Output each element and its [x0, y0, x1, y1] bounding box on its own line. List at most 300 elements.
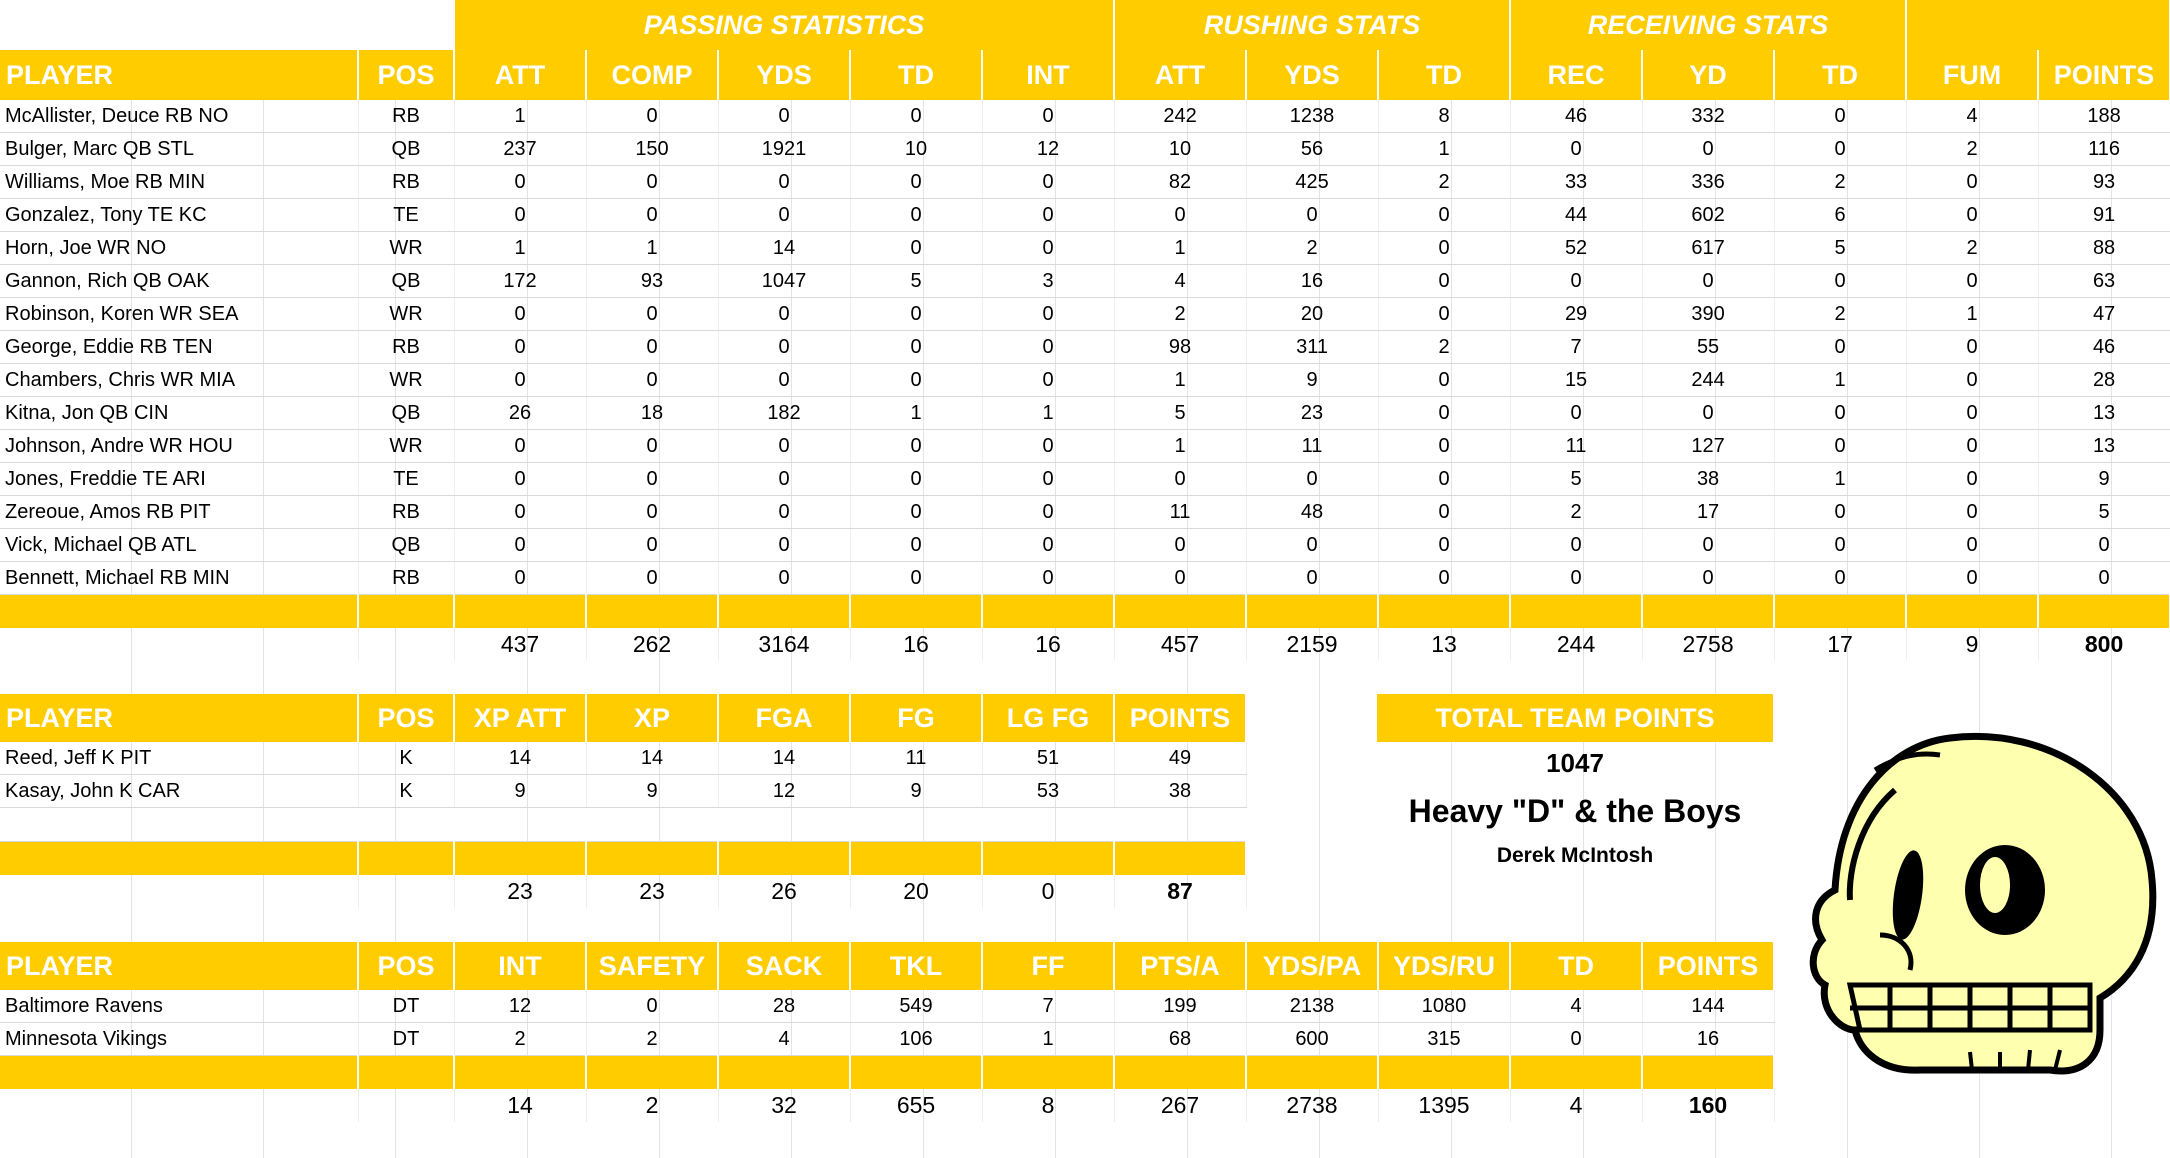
- stat-cell[interactable]: 1: [1378, 133, 1510, 166]
- stat-cell[interactable]: 2: [1114, 298, 1246, 331]
- stat-cell[interactable]: 55: [1642, 331, 1774, 364]
- stat-cell[interactable]: RB: [358, 562, 454, 595]
- stat-cell[interactable]: WR: [358, 430, 454, 463]
- stat-cell[interactable]: 9: [454, 775, 586, 808]
- stat-cell[interactable]: 1080: [1378, 990, 1510, 1023]
- stat-cell[interactable]: 0: [586, 100, 718, 133]
- stat-cell[interactable]: 0: [1774, 265, 1906, 298]
- stat-cell[interactable]: 13: [2038, 430, 2170, 463]
- stat-cell[interactable]: 0: [454, 529, 586, 562]
- stat-cell[interactable]: 0: [850, 529, 982, 562]
- stat-cell[interactable]: WR: [358, 232, 454, 265]
- stat-cell[interactable]: 0: [1906, 463, 2038, 496]
- stat-cell[interactable]: 0: [1906, 331, 2038, 364]
- player-name-cell[interactable]: Chambers, Chris WR MIA: [0, 364, 358, 397]
- defense-header-td: TD: [1510, 942, 1642, 990]
- stat-cell[interactable]: 0: [1114, 562, 1246, 595]
- stat-cell[interactable]: 13: [2038, 397, 2170, 430]
- stat-cell[interactable]: 0: [454, 199, 586, 232]
- stat-cell[interactable]: RB: [358, 331, 454, 364]
- stat-cell[interactable]: 17: [1642, 496, 1774, 529]
- stat-cell[interactable]: 38: [1114, 775, 1246, 808]
- stat-cell[interactable]: 0: [586, 463, 718, 496]
- stat-cell[interactable]: 0: [1378, 232, 1510, 265]
- stat-cell[interactable]: 14: [586, 742, 718, 775]
- empty-cell[interactable]: [1114, 808, 1246, 842]
- stat-cell[interactable]: QB: [358, 133, 454, 166]
- stat-cell[interactable]: 0: [1774, 100, 1906, 133]
- stat-cell[interactable]: 1: [1906, 298, 2038, 331]
- stat-cell[interactable]: 0: [1114, 199, 1246, 232]
- stat-cell[interactable]: 0: [1378, 463, 1510, 496]
- stat-cell[interactable]: 0: [718, 430, 850, 463]
- stat-cell[interactable]: 0: [454, 430, 586, 463]
- player-name-cell[interactable]: Robinson, Koren WR SEA: [0, 298, 358, 331]
- total-cell: 16: [982, 628, 1114, 661]
- stat-cell[interactable]: 5: [1114, 397, 1246, 430]
- stat-cell[interactable]: 0: [1510, 562, 1642, 595]
- stat-cell[interactable]: 0: [982, 232, 1114, 265]
- empty-cell[interactable]: [454, 808, 586, 842]
- stat-cell[interactable]: 2: [1378, 166, 1510, 199]
- player-name-cell[interactable]: Gannon, Rich QB OAK: [0, 265, 358, 298]
- stat-cell[interactable]: 144: [1642, 990, 1774, 1023]
- stat-cell[interactable]: 0: [1378, 199, 1510, 232]
- stat-cell[interactable]: 88: [2038, 232, 2170, 265]
- stat-cell[interactable]: 16: [1642, 1023, 1774, 1056]
- stat-cell[interactable]: 52: [1510, 232, 1642, 265]
- stat-cell[interactable]: 47: [2038, 298, 2170, 331]
- stat-cell[interactable]: 0: [1378, 496, 1510, 529]
- stat-cell[interactable]: 0: [982, 463, 1114, 496]
- stat-cell[interactable]: 1: [1114, 364, 1246, 397]
- stat-cell[interactable]: 127: [1642, 430, 1774, 463]
- stat-cell[interactable]: 5: [1510, 463, 1642, 496]
- stat-cell[interactable]: 0: [1378, 298, 1510, 331]
- stat-cell[interactable]: QB: [358, 529, 454, 562]
- stat-cell[interactable]: 1: [454, 100, 586, 133]
- offense-header-player: PLAYER: [0, 50, 358, 100]
- stat-cell[interactable]: 15: [1510, 364, 1642, 397]
- stat-cell[interactable]: 0: [586, 562, 718, 595]
- stat-cell[interactable]: RB: [358, 100, 454, 133]
- total-cell: [0, 628, 358, 661]
- stat-cell[interactable]: 0: [1378, 562, 1510, 595]
- stat-cell[interactable]: 5: [1774, 232, 1906, 265]
- stat-cell[interactable]: 6: [1774, 199, 1906, 232]
- stat-cell[interactable]: 242: [1114, 100, 1246, 133]
- stat-cell[interactable]: 1047: [718, 265, 850, 298]
- stat-cell[interactable]: RB: [358, 496, 454, 529]
- stat-cell[interactable]: 56: [1246, 133, 1378, 166]
- stat-cell[interactable]: 0: [586, 430, 718, 463]
- stat-cell[interactable]: TE: [358, 463, 454, 496]
- stat-cell[interactable]: 9: [1246, 364, 1378, 397]
- stat-cell[interactable]: 33: [1510, 166, 1642, 199]
- stat-cell[interactable]: 0: [982, 562, 1114, 595]
- stat-cell[interactable]: 49: [1114, 742, 1246, 775]
- stat-cell[interactable]: 38: [1642, 463, 1774, 496]
- stat-cell[interactable]: 14: [718, 742, 850, 775]
- stat-cell[interactable]: 1: [850, 397, 982, 430]
- table-row: [0, 397, 2170, 430]
- stat-cell[interactable]: 7: [982, 990, 1114, 1023]
- stat-cell[interactable]: 332: [1642, 100, 1774, 133]
- stat-cell[interactable]: 0: [1510, 397, 1642, 430]
- stat-cell[interactable]: 0: [586, 199, 718, 232]
- stat-cell[interactable]: K: [358, 742, 454, 775]
- stat-cell[interactable]: 12: [454, 990, 586, 1023]
- stat-cell[interactable]: 0: [454, 496, 586, 529]
- player-name-cell[interactable]: McAllister, Deuce RB NO: [0, 100, 358, 133]
- stat-cell[interactable]: 0: [454, 364, 586, 397]
- stat-cell[interactable]: 0: [1510, 529, 1642, 562]
- stat-cell[interactable]: 0: [850, 232, 982, 265]
- total-team-points-panel: [1377, 694, 1773, 868]
- stat-cell[interactable]: 0: [1378, 265, 1510, 298]
- stat-cell[interactable]: 0: [1774, 133, 1906, 166]
- empty-cell[interactable]: [718, 808, 850, 842]
- stat-cell[interactable]: 14: [454, 742, 586, 775]
- rushing-group-header: RUSHING STATS: [1114, 0, 1510, 50]
- player-name-cell[interactable]: Kitna, Jon QB CIN: [0, 397, 358, 430]
- highlight-bar-cell: [982, 1056, 1114, 1090]
- stat-cell[interactable]: 0: [586, 331, 718, 364]
- stat-cell[interactable]: 29: [1510, 298, 1642, 331]
- stat-cell[interactable]: 0: [454, 562, 586, 595]
- stat-cell[interactable]: 0: [454, 298, 586, 331]
- stat-cell[interactable]: 93: [2038, 166, 2170, 199]
- stat-cell[interactable]: 0: [1246, 199, 1378, 232]
- stat-cell[interactable]: 336: [1642, 166, 1774, 199]
- stat-cell[interactable]: 0: [850, 298, 982, 331]
- stat-cell[interactable]: 2: [1774, 166, 1906, 199]
- stat-cell[interactable]: 0: [1906, 364, 2038, 397]
- stat-cell[interactable]: 0: [982, 430, 1114, 463]
- stat-cell[interactable]: 2: [1774, 298, 1906, 331]
- stat-cell[interactable]: 0: [1378, 529, 1510, 562]
- stat-cell[interactable]: 9: [586, 775, 718, 808]
- stat-cell[interactable]: 51: [982, 742, 1114, 775]
- stat-cell[interactable]: 0: [586, 529, 718, 562]
- stat-cell[interactable]: QB: [358, 397, 454, 430]
- empty-cell[interactable]: [0, 808, 358, 842]
- stat-cell[interactable]: 46: [1510, 100, 1642, 133]
- player-name-cell[interactable]: Gonzalez, Tony TE KC: [0, 199, 358, 232]
- stat-cell[interactable]: 0: [982, 100, 1114, 133]
- player-name-cell[interactable]: Jones, Freddie TE ARI: [0, 463, 358, 496]
- player-name-cell[interactable]: Vick, Michael QB ATL: [0, 529, 358, 562]
- total-cell: 1395: [1378, 1089, 1510, 1122]
- stat-cell[interactable]: 44: [1510, 199, 1642, 232]
- stat-cell[interactable]: 93: [586, 265, 718, 298]
- stat-cell[interactable]: 0: [1774, 397, 1906, 430]
- stat-cell[interactable]: 0: [1642, 133, 1774, 166]
- table-row: [0, 496, 2170, 529]
- stat-cell[interactable]: 0: [1906, 496, 2038, 529]
- stat-cell[interactable]: 244: [1642, 364, 1774, 397]
- stat-cell[interactable]: 237: [454, 133, 586, 166]
- stat-cell[interactable]: 0: [1906, 562, 2038, 595]
- highlight-bar-cell: [454, 1056, 586, 1090]
- highlight-bar-cell: [982, 595, 1114, 629]
- stat-cell[interactable]: 0: [1906, 397, 2038, 430]
- stat-cell[interactable]: 0: [718, 562, 850, 595]
- player-name-cell[interactable]: Baltimore Ravens: [0, 990, 358, 1023]
- stat-cell[interactable]: 617: [1642, 232, 1774, 265]
- stat-cell[interactable]: 53: [982, 775, 1114, 808]
- stat-cell[interactable]: 0: [1510, 1023, 1642, 1056]
- stat-cell[interactable]: 188: [2038, 100, 2170, 133]
- kickers-header-xp: XP: [586, 694, 718, 742]
- stat-cell[interactable]: 1238: [1246, 100, 1378, 133]
- player-name-cell[interactable]: Kasay, John K CAR: [0, 775, 358, 808]
- player-name-cell[interactable]: Bennett, Michael RB MIN: [0, 562, 358, 595]
- stat-cell[interactable]: 0: [850, 364, 982, 397]
- stat-cell[interactable]: 1: [454, 232, 586, 265]
- stat-cell[interactable]: 8: [1378, 100, 1510, 133]
- defense-table: [0, 942, 1775, 1122]
- stat-cell[interactable]: 4: [1510, 990, 1642, 1023]
- stat-cell[interactable]: 390: [1642, 298, 1774, 331]
- stat-cell[interactable]: 0: [850, 463, 982, 496]
- stat-cell[interactable]: 4: [1114, 265, 1246, 298]
- stat-cell[interactable]: DT: [358, 990, 454, 1023]
- stat-cell[interactable]: 0: [1774, 496, 1906, 529]
- stat-cell[interactable]: 14: [718, 232, 850, 265]
- stat-cell[interactable]: 63: [2038, 265, 2170, 298]
- stat-cell[interactable]: 602: [1642, 199, 1774, 232]
- defense-header-pts-a: PTS/A: [1114, 942, 1246, 990]
- stat-cell[interactable]: 0: [586, 496, 718, 529]
- stat-cell[interactable]: 0: [1642, 397, 1774, 430]
- stat-cell[interactable]: 0: [718, 463, 850, 496]
- stat-cell[interactable]: 0: [454, 166, 586, 199]
- stat-cell[interactable]: 172: [454, 265, 586, 298]
- kickers-header-fga: FGA: [718, 694, 850, 742]
- stat-cell[interactable]: 18: [586, 397, 718, 430]
- stat-cell[interactable]: 0: [850, 331, 982, 364]
- player-name-cell[interactable]: Reed, Jeff K PIT: [0, 742, 358, 775]
- stat-cell[interactable]: 2138: [1246, 990, 1378, 1023]
- stat-cell[interactable]: 2: [1510, 496, 1642, 529]
- stat-cell[interactable]: 2: [1246, 232, 1378, 265]
- stat-cell[interactable]: 0: [982, 298, 1114, 331]
- stat-cell[interactable]: 48: [1246, 496, 1378, 529]
- stat-cell[interactable]: 0: [718, 166, 850, 199]
- stat-cell[interactable]: 0: [982, 364, 1114, 397]
- stat-cell[interactable]: 0: [982, 496, 1114, 529]
- player-name-cell[interactable]: Bulger, Marc QB STL: [0, 133, 358, 166]
- stat-cell[interactable]: 0: [850, 199, 982, 232]
- player-name-cell[interactable]: Horn, Joe WR NO: [0, 232, 358, 265]
- stat-cell[interactable]: DT: [358, 1023, 454, 1056]
- stat-cell[interactable]: 9: [850, 775, 982, 808]
- stat-cell[interactable]: 0: [1246, 463, 1378, 496]
- stat-cell[interactable]: 0: [1378, 430, 1510, 463]
- stat-cell[interactable]: 11: [850, 742, 982, 775]
- stat-cell[interactable]: 311: [1246, 331, 1378, 364]
- stat-cell[interactable]: 0: [454, 331, 586, 364]
- stat-cell[interactable]: 1921: [718, 133, 850, 166]
- stat-cell[interactable]: 0: [1774, 529, 1906, 562]
- stat-cell[interactable]: 0: [1906, 199, 2038, 232]
- stat-cell[interactable]: 1: [586, 232, 718, 265]
- player-name-cell[interactable]: Johnson, Andre WR HOU: [0, 430, 358, 463]
- stat-cell[interactable]: 16: [1246, 265, 1378, 298]
- total-cell: 457: [1114, 628, 1246, 661]
- stat-cell[interactable]: 0: [718, 364, 850, 397]
- stat-cell[interactable]: 150: [586, 133, 718, 166]
- stat-cell[interactable]: 12: [718, 775, 850, 808]
- stat-cell[interactable]: 425: [1246, 166, 1378, 199]
- stat-cell[interactable]: WR: [358, 364, 454, 397]
- stat-cell[interactable]: 0: [586, 166, 718, 199]
- stat-cell[interactable]: 4: [718, 1023, 850, 1056]
- stat-cell[interactable]: 9: [2038, 463, 2170, 496]
- stat-cell[interactable]: 0: [982, 529, 1114, 562]
- stat-cell[interactable]: 106: [850, 1023, 982, 1056]
- stat-cell[interactable]: 10: [850, 133, 982, 166]
- stat-cell[interactable]: 5: [850, 265, 982, 298]
- stat-cell[interactable]: QB: [358, 265, 454, 298]
- stat-cell[interactable]: 0: [1510, 265, 1642, 298]
- stat-cell[interactable]: 0: [2038, 529, 2170, 562]
- stat-cell[interactable]: 2: [1906, 232, 2038, 265]
- stat-cell[interactable]: 0: [850, 496, 982, 529]
- stat-cell[interactable]: 28: [718, 990, 850, 1023]
- stat-cell[interactable]: 0: [2038, 562, 2170, 595]
- stat-cell[interactable]: 1: [1114, 430, 1246, 463]
- stat-cell[interactable]: 600: [1246, 1023, 1378, 1056]
- stat-cell[interactable]: 0: [1246, 562, 1378, 595]
- stat-cell[interactable]: 2: [454, 1023, 586, 1056]
- stat-cell[interactable]: 0: [718, 331, 850, 364]
- stat-cell[interactable]: 315: [1378, 1023, 1510, 1056]
- player-name-cell[interactable]: George, Eddie RB TEN: [0, 331, 358, 364]
- total-cell: 3164: [718, 628, 850, 661]
- stat-cell[interactable]: 12: [982, 133, 1114, 166]
- stat-cell[interactable]: 2: [586, 1023, 718, 1056]
- stat-cell[interactable]: WR: [358, 298, 454, 331]
- stat-cell[interactable]: 0: [850, 100, 982, 133]
- stat-cell[interactable]: 0: [1642, 265, 1774, 298]
- grand-total-points: 800: [2038, 628, 2170, 661]
- stat-cell[interactable]: 11: [1114, 496, 1246, 529]
- stat-cell[interactable]: 0: [718, 496, 850, 529]
- stat-cell[interactable]: 199: [1114, 990, 1246, 1023]
- stat-cell[interactable]: 11: [1246, 430, 1378, 463]
- stat-cell[interactable]: 0: [1774, 331, 1906, 364]
- player-name-cell[interactable]: Zereoue, Amos RB PIT: [0, 496, 358, 529]
- stat-cell[interactable]: 549: [850, 990, 982, 1023]
- highlight-bar-cell: [1114, 1056, 1246, 1090]
- stat-cell[interactable]: 0: [1774, 430, 1906, 463]
- stat-cell[interactable]: 0: [982, 199, 1114, 232]
- stat-cell[interactable]: 0: [1378, 397, 1510, 430]
- stat-cell[interactable]: 7: [1510, 331, 1642, 364]
- highlight-bar-cell: [1510, 1056, 1642, 1090]
- stat-cell[interactable]: 0: [982, 331, 1114, 364]
- kickers-header-points: POINTS: [1114, 694, 1246, 742]
- stat-cell[interactable]: 0: [850, 562, 982, 595]
- empty-cell[interactable]: [982, 808, 1114, 842]
- stat-cell[interactable]: 0: [1642, 529, 1774, 562]
- stat-cell[interactable]: 0: [1906, 265, 2038, 298]
- stat-cell[interactable]: 46: [2038, 331, 2170, 364]
- stat-cell[interactable]: 0: [1642, 562, 1774, 595]
- stat-cell[interactable]: 68: [1114, 1023, 1246, 1056]
- stat-cell[interactable]: 91: [2038, 199, 2170, 232]
- stat-cell[interactable]: 0: [850, 430, 982, 463]
- stat-cell[interactable]: 28: [2038, 364, 2170, 397]
- stat-cell[interactable]: 0: [454, 463, 586, 496]
- stat-cell[interactable]: 1: [1114, 232, 1246, 265]
- stat-cell[interactable]: 0: [1114, 529, 1246, 562]
- player-name-cell[interactable]: Williams, Moe RB MIN: [0, 166, 358, 199]
- stat-cell[interactable]: 182: [718, 397, 850, 430]
- stat-cell[interactable]: 0: [1906, 166, 2038, 199]
- stat-cell[interactable]: 2: [1378, 331, 1510, 364]
- stat-cell[interactable]: 1: [982, 1023, 1114, 1056]
- stat-cell[interactable]: 0: [586, 990, 718, 1023]
- stat-cell[interactable]: 82: [1114, 166, 1246, 199]
- stat-cell[interactable]: 0: [1114, 463, 1246, 496]
- player-name-cell[interactable]: Minnesota Vikings: [0, 1023, 358, 1056]
- stat-cell[interactable]: TE: [358, 199, 454, 232]
- empty-cell[interactable]: [586, 808, 718, 842]
- highlight-bar-cell: [0, 1056, 358, 1090]
- stat-cell[interactable]: 20: [1246, 298, 1378, 331]
- stat-cell[interactable]: 3: [982, 265, 1114, 298]
- team-owner: Derek McIntosh: [1496, 844, 1654, 867]
- stat-cell[interactable]: K: [358, 775, 454, 808]
- stat-cell[interactable]: 0: [1246, 529, 1378, 562]
- stat-cell[interactable]: 0: [1906, 430, 2038, 463]
- stat-cell[interactable]: 0: [586, 298, 718, 331]
- stat-cell[interactable]: 0: [1906, 529, 2038, 562]
- stat-cell[interactable]: 2: [1906, 133, 2038, 166]
- stat-cell[interactable]: 0: [718, 199, 850, 232]
- stat-cell[interactable]: RB: [358, 166, 454, 199]
- stat-cell[interactable]: 0: [1510, 133, 1642, 166]
- stat-cell[interactable]: 11: [1510, 430, 1642, 463]
- stat-cell[interactable]: 0: [586, 364, 718, 397]
- grand-total-points: 87: [1114, 875, 1246, 908]
- stat-cell[interactable]: 26: [454, 397, 586, 430]
- stat-cell[interactable]: 0: [982, 166, 1114, 199]
- stat-cell[interactable]: 98: [1114, 331, 1246, 364]
- stat-cell[interactable]: 0: [718, 298, 850, 331]
- stat-cell[interactable]: 23: [1246, 397, 1378, 430]
- stat-cell[interactable]: 0: [1774, 562, 1906, 595]
- stat-cell[interactable]: 5: [2038, 496, 2170, 529]
- stat-cell[interactable]: 1: [1774, 364, 1906, 397]
- offense-header-points: POINTS: [2038, 50, 2170, 100]
- stat-cell[interactable]: 1: [982, 397, 1114, 430]
- stat-cell[interactable]: 10: [1114, 133, 1246, 166]
- stat-cell[interactable]: 1: [1774, 463, 1906, 496]
- table-row: [0, 265, 2170, 298]
- stat-cell[interactable]: 0: [718, 529, 850, 562]
- empty-cell[interactable]: [358, 808, 454, 842]
- stat-cell[interactable]: 0: [1378, 364, 1510, 397]
- stat-cell[interactable]: 116: [2038, 133, 2170, 166]
- stat-cell[interactable]: 0: [850, 166, 982, 199]
- stat-cell[interactable]: 4: [1906, 100, 2038, 133]
- empty-cell[interactable]: [850, 808, 982, 842]
- stat-cell[interactable]: 0: [718, 100, 850, 133]
